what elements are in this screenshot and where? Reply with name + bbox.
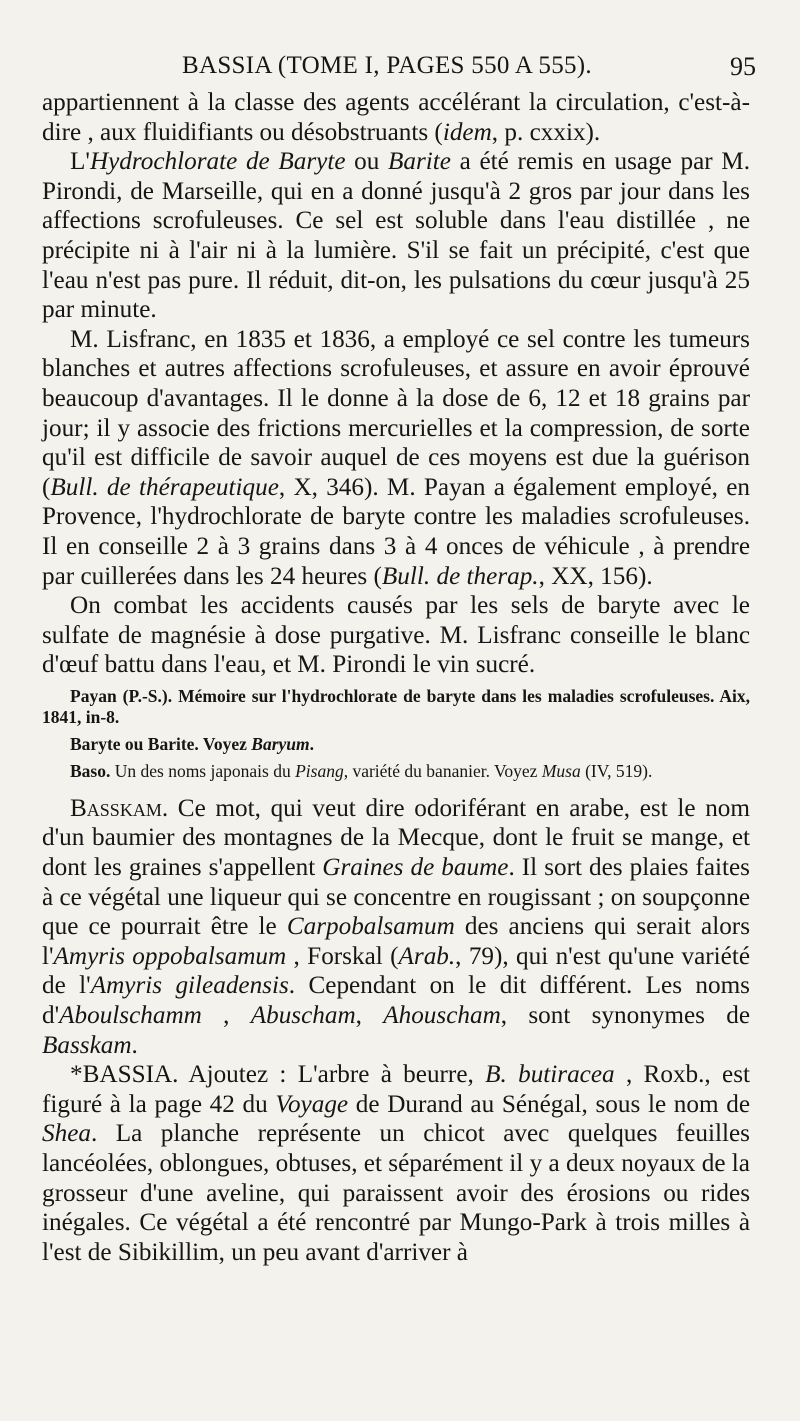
body-text (42, 88, 750, 1267)
entry-baso: Baso. Un des noms japonais du Pisang, variété du bananier. Voyez Musa (IV, 519). (70, 760, 653, 781)
entry-bassia: *BASSIA. Ajoutez : L'arbre à beurre, B. butiracea , Roxb., est figuré à la page 42 du Voyage de Durand au Sénégal, sous le nom de Shea. La planche représente un chicot avec quelques feuilles lancéolées, oblongues, obtuses, et séparément il y a deux noyaux de la grosseur d'une aveline, qui paraissent avoir des érosions ou rides inégales. Ce végétal a été rencontré par Mungo-Park à trois milles à l'est de Sibikillim, un peu avant d'arriver à (42, 1061, 751, 1266)
page-header (40, 52, 762, 90)
small-print-block (42, 686, 750, 782)
paragraph-accidents: On combat les accidents causés par les sels de baryte avec le sulfate de magnésie à dose purgative. M. Lisfranc conseille le blanc d'œuf battu dans l'eau, et M. Pirondi le vin sucré. (42, 592, 750, 679)
running-head: BASSIA (TOME I, PAGES 550 A 555). (182, 52, 592, 79)
paragraph-hydrochlorate: L'Hydrochlorate de Baryte ou Barite a été remis en usage par M. Pirondi, de Marseille, qui en a donné jusqu'à 2 gros par jour dans les affections scrofuleuses. Ce sel est soluble dans l'eau distillée , ne précipite ni à l'air ni à la lumière. S'il se fait un précipité, c'est que l'eau n'est pas pure. Il réduit, dit-on, les pulsations du cœur jusqu'à 25 par minute. (42, 148, 750, 324)
paragraph-lisfranc: M. Lisfranc, en 1835 et 1836, a employé ce sel contre les tumeurs blanches et autres affections scrofuleuses, et assure en avoir éprouvé beaucoup d'avantages. Il le donne à la dose de 6, 12 et 18 grains par jour; il y associe des frictions mercurielles et la compression, de sorte qu'il est difficile de savoir auquel de ces moyens est due la guérison (Bull. de thérapeutique, X, 346). M. Payan a également employé, en Provence, l'hydrochlorate de baryte contre les maladies scrofuleuses. Il en conseille 2 à 3 grains dans 3 à 4 onces de véhicule , à prendre par cuillerées dans les 24 heures (Bull. de therap., XX, 156). (42, 325, 750, 590)
bibliography-entry: Payan (P.-S.). Mémoire sur l'hydrochlorate de baryte dans les maladies scrofuleuses. Aix, 1841, in-8. (42, 685, 750, 727)
entry-baryte: Baryte ou Barite. Voyez Baryum. (70, 733, 315, 754)
paragraph-circulation: appartiennent à la classe des agents accélérant la circulation, c'est-à-dire , aux fluidifiants ou désobstruants (idem, p. cxxix). (42, 89, 750, 146)
page-number: 95 (730, 52, 756, 81)
entry-basskam: Basskam. Ce mot, qui veut dire odoriférant en arabe, est le nom d'un baumier des montagnes de la Mecque, dont le fruit se mange, et dont les graines s'appellent Graines de baume. Il sort des plaies faites à ce végétal une liqueur qui se concentre en rougissant ; on soupçonne que ce pourrait être le Carpobalsamum des anciens qui serait alors l'Amyris oppobalsamum , Forskal (Arab., 79), qui n'est qu'une variété de l'Amyris gileadensis. Cependant on le dit différent. Les noms d'Aboulschamm , Abuscham, Ahouscham, sont synonymes de Basskam. (42, 794, 751, 1059)
